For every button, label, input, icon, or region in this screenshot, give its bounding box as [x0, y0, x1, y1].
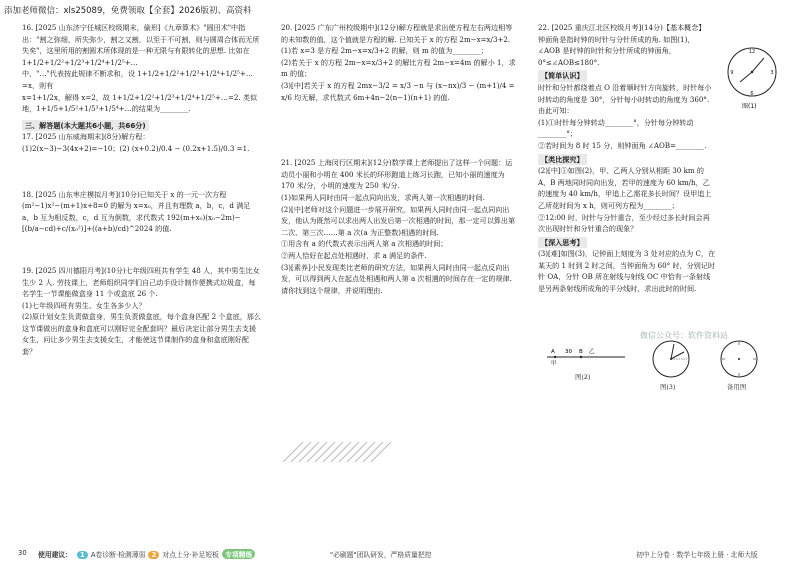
fig2-jia: 甲 — [551, 361, 557, 367]
fig2-b-label: B — [579, 349, 583, 355]
q21-line5: ②两人恰好在起点处相遇时，求 a 满足的条件. — [281, 250, 427, 260]
footer-right: 初中上分卷 · 数学七年级上册 · 北师大版 — [636, 551, 758, 559]
q19-line1: 19. [2025 四川德阳月考](10分)七年级四班共有学生 48 人，其中男生比女生少 2 人. 劳技课上，老师组织同学们自己动手设计制作便携式垃圾盒，每名学生一节课能做盒身 11 个或盒底 26 个. — [22, 265, 260, 299]
fig2-dist: 30 — [565, 349, 572, 355]
clock-figure-1 — [722, 42, 782, 112]
top-watermark-note: 添加老师微信：xls25089，免费领取【全套】2026版初、高资料 — [4, 6, 252, 16]
fig1-caption: 图(1) — [742, 103, 757, 110]
q22-line1: 22. [2025 重庆江北区校级月考](14分)【基本概念】 — [538, 23, 706, 32]
fig2-a-label: A — [551, 349, 555, 355]
column-middle — [281, 22, 519, 296]
fig2-yi: 乙 — [589, 349, 595, 355]
clock-figure-3 — [650, 338, 692, 380]
q21-line4: ①用含有 a 的代数式表示出两人第 a 次相遇的时间； — [281, 239, 448, 249]
step1-text: A卷诊断·检测薄弱 — [90, 551, 146, 559]
column-left — [22, 22, 262, 358]
q21-line2: (1)如果两人同时由同一起点同向出发，求两人第一次相遇的时间. — [281, 192, 485, 202]
q16-line1: 16. [2025 山东济宁任城区校级期末，偷形]《九章算术》"圆田术"中指出："割之弥细，所失弥少，割之又割，以至于不可割，则与圆周合体而无所失矣"，这里所用的割圆术所体现的是一种无限与有限转化的思想. 比如在 1+1/2+1/2²+1/2³+1/2⁴+1/2⁵+… — [22, 23, 260, 67]
svg-text:12: 12 — [748, 49, 756, 55]
decorative-hatch — [283, 440, 403, 464]
q21-line3: (2)[中]老师对这个问题进一步展开研究，如果两人同时由同一起点同向出发，他认为既然可以求出两人出发后第一次相遇的时间，那一定可以算出第二次、第三次……第 a 次(a 为正整数)相遇的时间. — [281, 204, 516, 237]
footer-middle: "必刷题"团队研发，严格质量把控 — [330, 551, 432, 559]
analog-line1: (2)[中]①如图(2)，甲、乙两人分别从相距 30 km 的 A，B 两地同时同向出发，若甲的速度为 60 km/h，乙的速度为 40 km/h，甲追上乙需花多长时间？设甲追上乙所花时间为 x h，则可列方程为________； — [538, 166, 712, 210]
analog-heading: 【类比探究】 — [538, 154, 587, 166]
simple-line1: 时针和分针都绕着点 O 沿着顺时针方向旋转，时针每小时转动的角度是 30°，分针每小时转动的角度为 360°. 由此可知： — [538, 82, 712, 116]
fig3-caption: 图(3) — [660, 383, 676, 391]
q17-line1: 17. [2025 山东威海期末](8分)解方程： — [22, 132, 150, 142]
backup-caption: 备用图 — [727, 383, 747, 391]
q19-line3: (2)原计划女生负责做盒身，男生负责做盒底，每个盒身匹配 2 个盒底，那么这节课做出的盒身和盒底可以刚好完全配套吗？最后决定让部分男生去支援女生，问让多少男生去支援女生，才能使这节课制作的盒身和盒底刚好配套？ — [22, 312, 261, 357]
step2-badge: 2 — [148, 551, 159, 559]
step1-badge: 1 — [77, 551, 88, 559]
q19-line2: (1)七年级四班有男生、女生各多少人？ — [22, 300, 146, 310]
q18-text: 18. [2025 山东枣庄模拟月考](10分)已知关于 x 的一元一次方程(m²−1)x²−(m+1)x+8=0 的解为 x=x₀，并且有理数 a，b，c，d 满足 a，b 互为相反数，c，d 互为倒数，求代数式 192(m+x₀)(x₀−2m)−[(b/a−cd)+c/(x₀²)]+((a+b)/cd)^2024 的值. — [22, 189, 251, 234]
q20-line3: (2)若关于 x 的方程 2m−x=x/3+2 的解比方程 2m−x=4m 的解小 1，求 m 的值； — [281, 57, 516, 79]
simple-line2: (1)①时针每分钟转动________°，分针每分钟转动________°； — [538, 117, 694, 139]
track-figure-2 — [545, 343, 627, 367]
svg-text:3: 3 — [770, 70, 774, 76]
q21-line6: (3)[素养]小民发现类比老师的研究方法，如果两人同时由同一起点反向出发，可以得到两人在起点处相遇和两人第 a 次相遇的时间存在一定的规律. 请你找到这个规律，并说明理由. — [281, 262, 512, 295]
q20-line2: (1)若 x=3 是方程 2m−x=x/3+2 的解，则 m 的值为________； — [281, 46, 488, 56]
column-right — [538, 22, 716, 295]
q20-line1: 20. [2025 广东广州校级期中](12分)解方程就是求出使方程左右两边相等的未知数的值，这个值就是方程的解. 已知关于 x 的方程 2m−x=x/3+2. — [281, 23, 513, 44]
q21-line1: 21. [2025 上海闵行区期末](12分)数学课上老师提出了这样一个问题：运动员小丽和小明在 400 米长的环形跑道上练习长跑，已知小丽的速度为 170 米/分，小明的速度为 250 米/分. — [281, 158, 513, 191]
svg-text:9: 9 — [730, 70, 734, 76]
page-number: 30 — [18, 549, 27, 557]
usage-advice-label: 使用建议： — [38, 551, 72, 559]
step3-badge: 专项精练 — [222, 549, 255, 559]
wechat-watermark: 微信公众号：软件资料站 — [640, 331, 728, 340]
q20-line4: (3)[中]若关于 x 的方程 2mx−3/2 = x/3 −n 与 (x−nx)/3 − (m+1)/4 = x/6 均无解，求代数式 6m+4n−2(n−1)(n+1) 的值. — [281, 80, 515, 102]
section-three-heading: 三、解答题(本大题共6小题，共66分) — [22, 120, 149, 132]
deep-heading: 【深入思考】 — [538, 237, 587, 249]
q22-line2: 钟面角是指时钟的时针与分针所成的角. 如图(1)，∠AOB 是时钟的时针和分针所成的钟面角，0°≤∠AOB≤180°. — [538, 34, 695, 67]
deep-line1: (3)[难]如图(3)，记钟面上刻度为 3 处对应的点为 C，在某天的 1 时到 2 时之间，当钟面角为 60° 时，分别记时针 OA，分针 OB 所在射线与射线 OC 中恰有一条射线是另两条射线所成角的平分线时，求出此时的时间. — [538, 249, 716, 294]
simple-line3: ②若时间为 8 时 15 分，则钟面角 ∠AOB=________. — [538, 140, 707, 150]
q16-line3: x=1+1/2x，解得 x=2，故 1+1/2+1/2²+1/2³+1/2⁴+1/2⁵+…=2. 类似地，1+1/5+1/5²+1/5³+1/5⁴+…的结果为________. — [22, 92, 258, 114]
simple-heading: 【简单认识】 — [538, 70, 587, 82]
q16-line2: 中，"…"代表按此规律不断求和，设 1+1/2+1/2²+1/2³+1/2⁴+1/2⁵+…=x，则有 — [22, 69, 253, 90]
step2-text: 对点上分·补足短板 — [162, 551, 219, 559]
page-footer — [0, 543, 800, 565]
fig2-caption: 图(2) — [575, 373, 591, 381]
q17-line2: (1)2(x−3)−3(4x+2)=−10；(2) (x+0.2)/0.4 − (0.2x+1.5)/0.3 =1. — [22, 143, 250, 153]
analog-line2: ②12:00 时，时针与分针重合，至少经过多长时间会再次出现时针和分针重合的现象？ — [538, 212, 710, 234]
clock-backup-figure — [718, 338, 760, 380]
svg-text:6: 6 — [750, 91, 754, 97]
